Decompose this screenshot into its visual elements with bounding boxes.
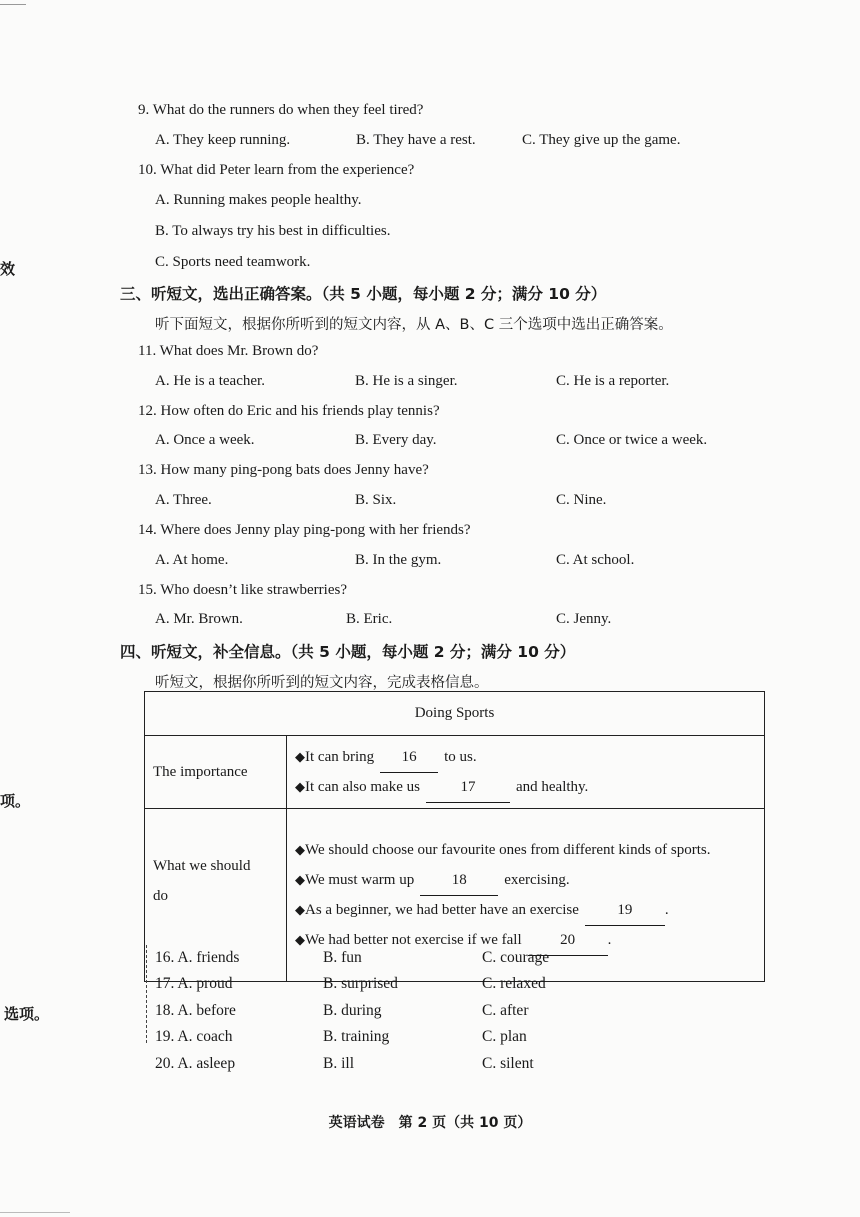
table-line: [287, 835, 764, 865]
choice-16c: C. courage: [482, 949, 550, 966]
section-4-title: 四、听短文，补全信息。（共 5 小题，每小题 2 分；满分 10 分）: [120, 643, 576, 661]
question-13: 13. How many ping-pong bats does Jenny have?: [138, 462, 429, 478]
section-3-title: 三、听短文，选出正确答案。（共 5 小题，每小题 2 分；满分 10 分）: [120, 285, 607, 303]
option-11c: C. He is a reporter.: [556, 373, 670, 389]
choice-18c: C. after: [482, 1002, 529, 1019]
margin-mark: 选项。: [4, 1005, 50, 1023]
option-10b: B. To always try his best in difficulties.: [155, 223, 391, 239]
section-3-instruction: 听下面短文，根据你所听到的短文内容，从 A、B、C 三个选项中选出正确答案。: [155, 317, 673, 333]
question-14: 14. Where does Jenny play ping-pong with her friends?: [138, 522, 471, 538]
choice-17c: C. relaxed: [482, 975, 546, 992]
line-text: We must warm up: [305, 872, 415, 888]
line-text: and healthy.: [515, 779, 589, 795]
blank-20: 20: [528, 925, 608, 956]
table-title: Doing Sports: [414, 705, 495, 721]
option-15c: C. Jenny.: [556, 611, 612, 627]
choice-16a: 16. A. friends: [155, 949, 240, 966]
option-14c: C. At school.: [556, 552, 635, 568]
option-12b: B. Every day.: [355, 432, 437, 448]
choice-19b: B. training: [323, 1028, 390, 1045]
blank-19: 19: [585, 895, 665, 926]
dashed-margin-rule: [146, 945, 147, 1043]
option-11a: A. He is a teacher.: [155, 373, 265, 389]
margin-mark: 效: [0, 260, 16, 278]
choice-20b: B. ill: [323, 1055, 355, 1072]
page-footer: 英语试卷 第 2 页（共 10 页）: [328, 1115, 532, 1131]
option-9b: B. They have a rest.: [356, 132, 476, 148]
choice-17b: B. surprised: [323, 975, 398, 992]
diamond-bullet-icon: ◆: [295, 749, 305, 764]
question-12: 12. How often do Eric and his friends play tennis?: [138, 403, 440, 419]
option-10c: C. Sports need teamwork.: [155, 254, 311, 270]
table-line: [287, 895, 764, 925]
option-10a: A. Running makes people healthy.: [155, 192, 362, 208]
option-14b: B. In the gym.: [355, 552, 442, 568]
blank-16: 16: [380, 742, 438, 773]
option-13a: A. Three.: [155, 492, 212, 508]
question-11: 11. What does Mr. Brown do?: [138, 343, 319, 359]
choice-20a: 20. A. asleep: [155, 1055, 236, 1072]
diamond-bullet-icon: ◆: [295, 842, 305, 857]
row-label-text: do: [153, 888, 168, 904]
row-label-text: What we should: [153, 858, 251, 874]
scan-edge-line: [0, 1212, 70, 1213]
line-text: We had better not exercise if we fall: [305, 932, 522, 948]
option-12c: C. Once or twice a week.: [556, 432, 708, 448]
diamond-bullet-icon: ◆: [295, 932, 305, 947]
choice-18a: 18. A. before: [155, 1002, 236, 1019]
info-table: [144, 691, 765, 982]
section-4-instruction: 听短文，根据你所听到的短文内容，完成表格信息。: [155, 675, 489, 691]
choice-19a: 19. A. coach: [155, 1028, 233, 1045]
option-13c: C. Nine.: [556, 492, 607, 508]
option-14a: A. At home.: [155, 552, 229, 568]
option-12a: A. Once a week.: [155, 432, 255, 448]
line-text: .: [607, 932, 612, 948]
option-9a: A. They keep running.: [155, 132, 291, 148]
table-line: [287, 742, 764, 772]
table-title-cell: [145, 692, 765, 736]
table-line: [287, 865, 764, 895]
option-15a: A. Mr. Brown.: [155, 611, 243, 627]
choice-18b: B. during: [323, 1002, 382, 1019]
line-text: It can also make us: [305, 779, 420, 795]
diamond-bullet-icon: ◆: [295, 902, 305, 917]
row-label-importance: [145, 736, 287, 809]
choice-16b: B. fun: [323, 949, 362, 966]
question-10: 10. What did Peter learn from the experience?: [138, 162, 415, 178]
blank-17: 17: [426, 772, 510, 803]
table-line: [287, 772, 764, 802]
choice-19c: C. plan: [482, 1028, 527, 1045]
option-9c: C. They give up the game.: [522, 132, 681, 148]
blank-18: 18: [420, 865, 498, 896]
choice-17a: 17. A. proud: [155, 975, 233, 992]
option-11b: B. He is a singer.: [355, 373, 458, 389]
diamond-bullet-icon: ◆: [295, 872, 305, 887]
line-text: to us.: [444, 749, 477, 765]
scan-edge-line: [0, 4, 26, 5]
line-text: .: [664, 902, 669, 918]
line-text: It can bring: [305, 749, 375, 765]
question-9: 9. What do the runners do when they feel tired?: [138, 102, 424, 118]
line-text: As a beginner, we had better have an exercise: [305, 902, 579, 918]
option-15b: B. Eric.: [346, 611, 393, 627]
option-13b: B. Six.: [355, 492, 397, 508]
margin-mark: 项。: [0, 792, 31, 810]
line-text: exercising.: [504, 872, 570, 888]
choice-20c: C. silent: [482, 1055, 534, 1072]
row-label-text: The importance: [153, 763, 248, 780]
diamond-bullet-icon: ◆: [295, 779, 305, 794]
line-text: We should choose our favourite ones from different kinds of sports.: [305, 842, 711, 858]
row-content-importance: [287, 736, 765, 809]
question-15: 15. Who doesn’t like strawberries?: [138, 582, 347, 598]
